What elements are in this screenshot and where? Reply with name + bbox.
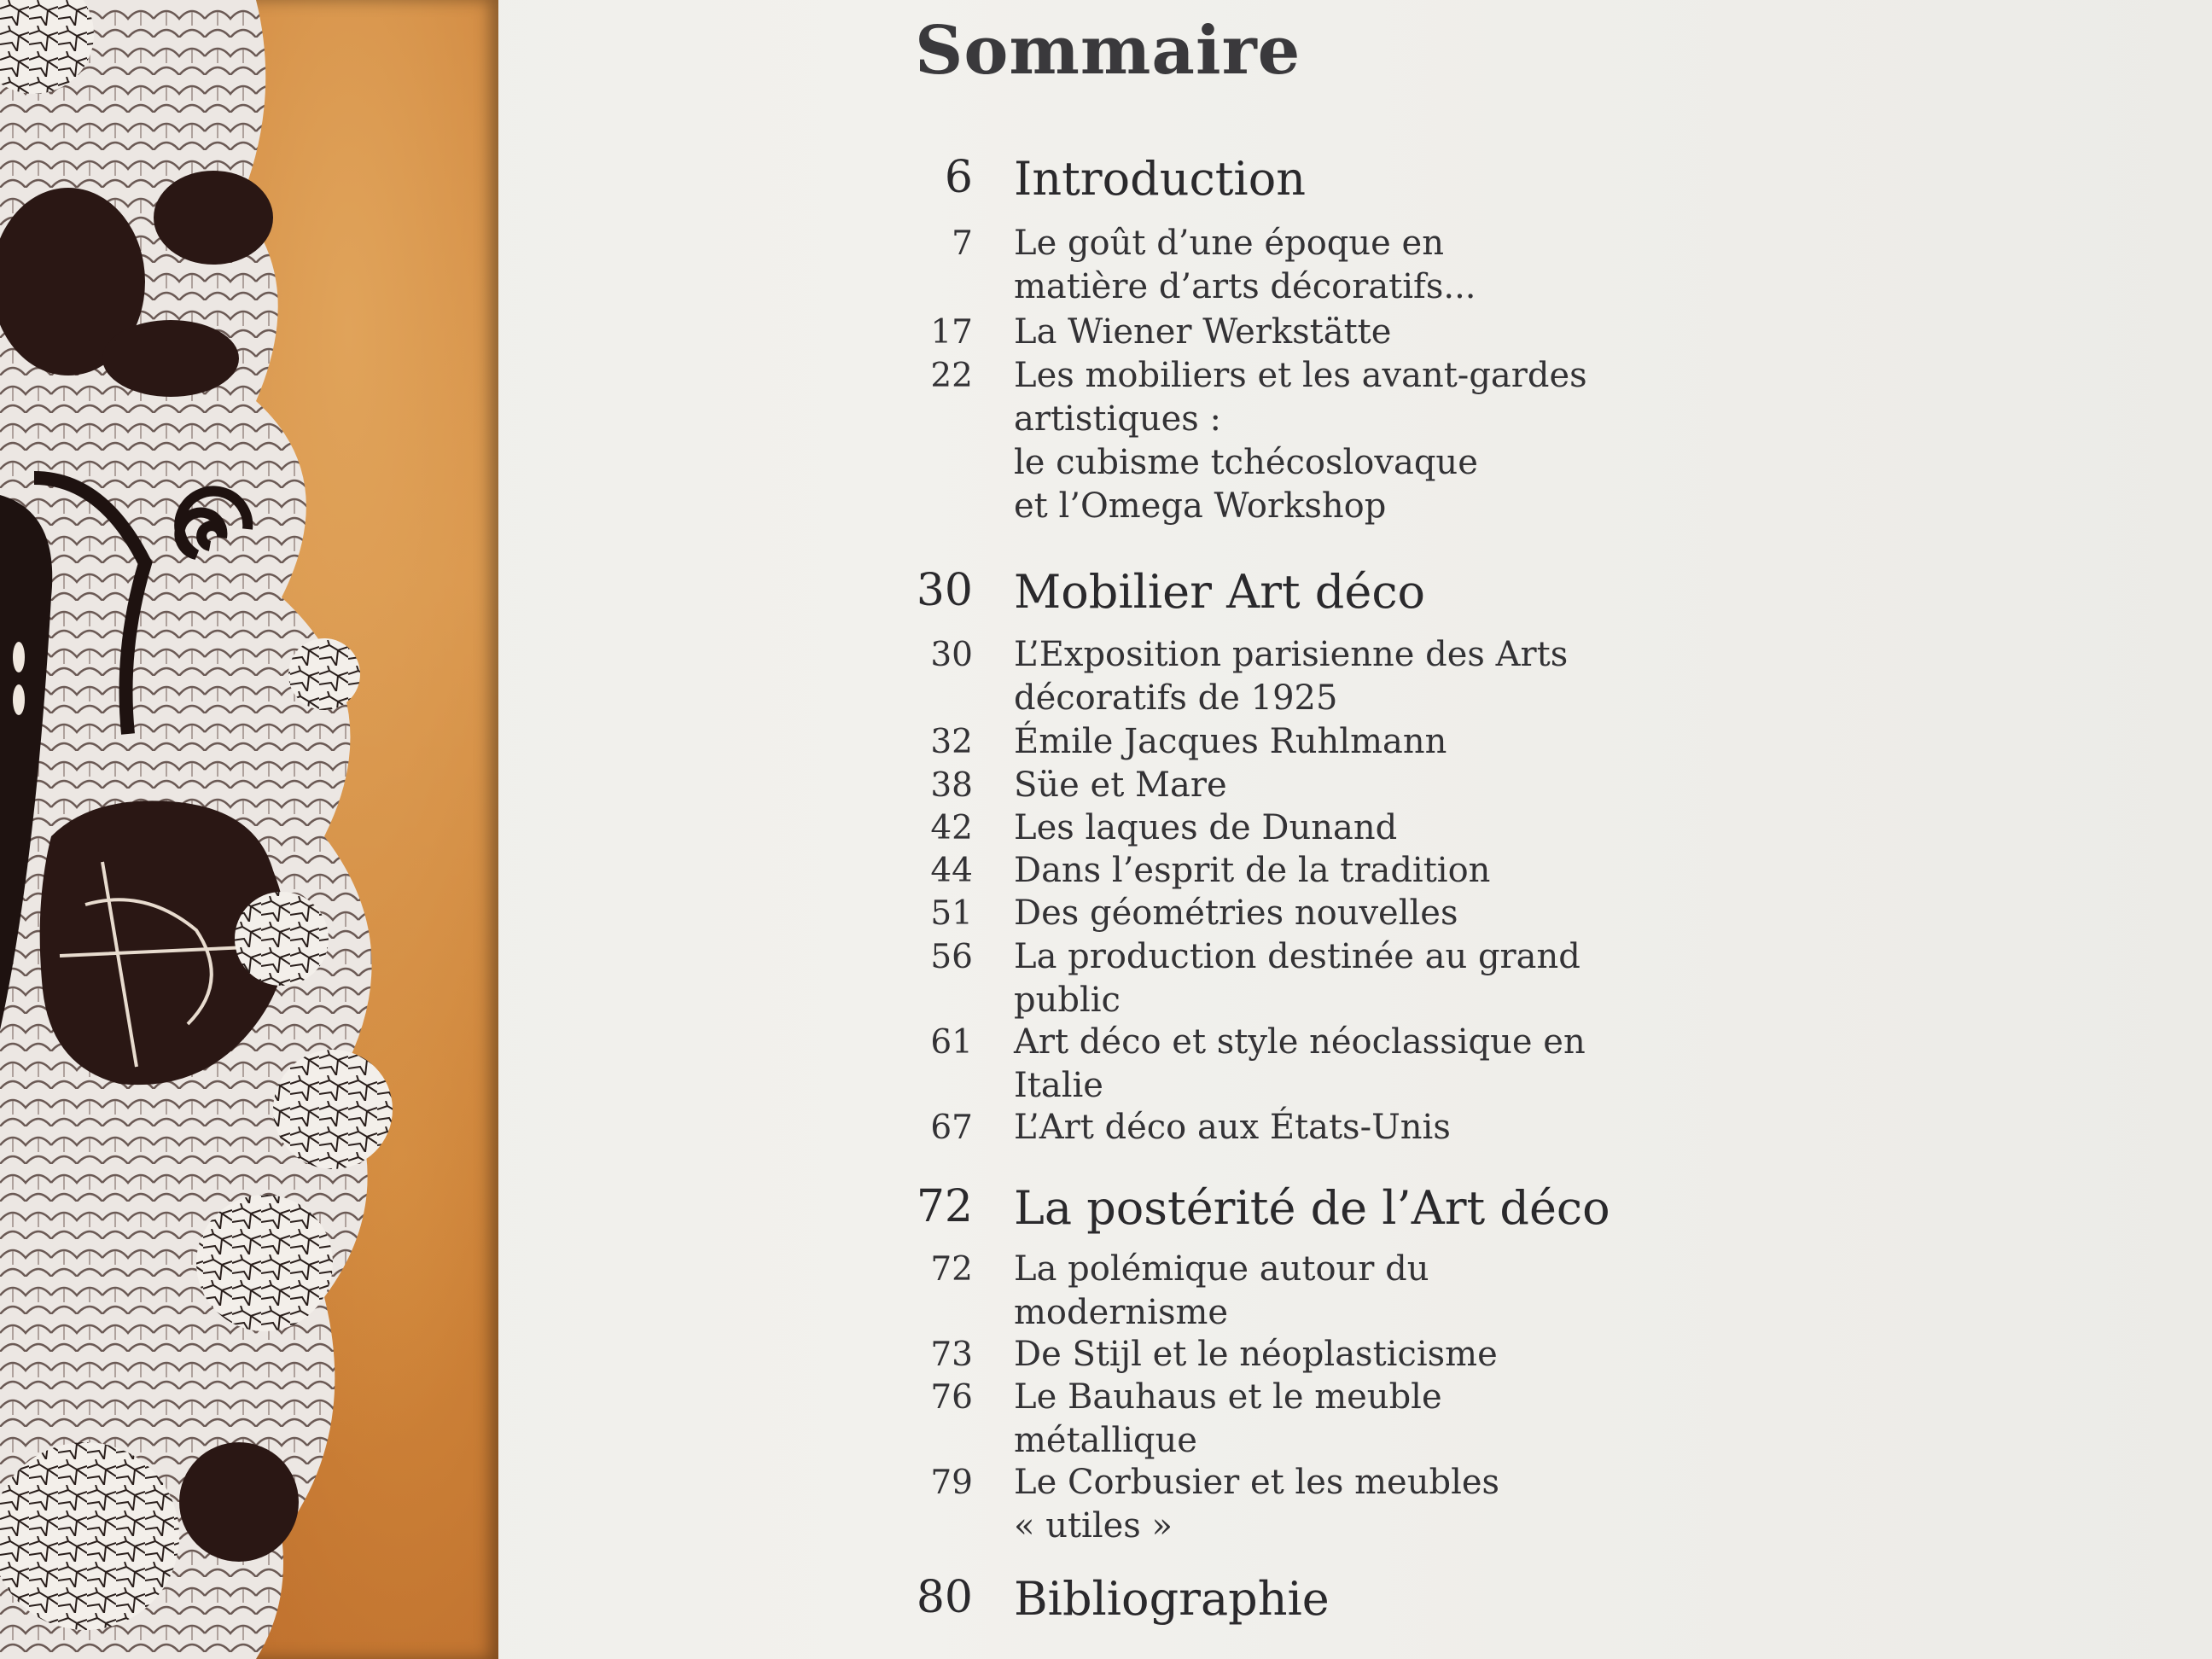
section-title: Mobilier Art déco — [1014, 565, 1426, 619]
entry-title: Des géométries nouvelles — [1014, 894, 1458, 933]
entry-title: La polémique autour du modernisme — [1014, 1249, 1429, 1332]
entry-page-number: 44 — [930, 852, 973, 890]
entry-page-number: 42 — [930, 809, 973, 847]
entry-title: Le goût d’une époque en matière d’arts décoratifs... — [1014, 224, 1476, 306]
entry-title: La Wiener Werkstätte — [1014, 312, 1392, 352]
toc-entry — [888, 1106, 1451, 1150]
entry-page-number: 67 — [930, 1109, 973, 1147]
section-title: Bibliographie — [1014, 1572, 1330, 1626]
toc-entry — [888, 720, 1447, 764]
entry-page-number: 30 — [930, 636, 973, 674]
entry-page-number: 7 — [952, 224, 973, 263]
toc-entry — [888, 1248, 1429, 1335]
toc-section-bibliographie — [888, 1572, 1330, 1626]
entry-page-number: 51 — [930, 894, 973, 933]
entry-page-number: 72 — [930, 1250, 973, 1289]
entry-page-number: 73 — [930, 1336, 973, 1374]
entry-title: La production destinée au grand public — [1014, 937, 1580, 1020]
entry-title: Émile Jacques Ruhlmann — [1014, 722, 1447, 761]
entry-page-number: 61 — [930, 1023, 973, 1062]
entry-title: L’Exposition parisienne des Arts décoratifs de 1925 — [1014, 635, 1569, 718]
toc-entry — [888, 806, 1397, 850]
entry-title: Le Corbusier et les meubles « utiles » — [1014, 1463, 1500, 1545]
entry-page-number: 76 — [930, 1378, 973, 1417]
entry-title: Art déco et style néoclassique en Italie — [1014, 1022, 1586, 1105]
entry-title: Le Bauhaus et le meuble métallique — [1014, 1377, 1442, 1460]
toc-entry — [888, 1376, 1442, 1463]
entry-page-number: 56 — [930, 938, 973, 976]
entry-page-number: 22 — [930, 357, 973, 395]
page-title: Sommaire — [915, 12, 1301, 90]
toc-entry — [888, 311, 1391, 354]
toc-entry — [888, 1021, 1586, 1108]
toc-entry — [888, 1461, 1499, 1548]
section-title: Introduction — [1014, 152, 1306, 206]
entry-page-number: 38 — [930, 766, 973, 805]
toc-entry — [888, 764, 1227, 807]
entry-title: Süe et Mare — [1014, 765, 1227, 805]
toc-entry — [888, 849, 1490, 893]
entry-page-number: 79 — [930, 1464, 973, 1502]
entry-title: De Stijl et le néoplasticisme — [1014, 1335, 1498, 1374]
toc-entry — [888, 354, 1587, 528]
toc-section-introduction — [888, 152, 1306, 206]
section-page-number: 30 — [916, 565, 973, 616]
entry-page-number: 17 — [930, 313, 973, 352]
toc-entry — [888, 1333, 1498, 1377]
toc-section-posterite — [888, 1181, 1610, 1235]
entry-title: Les laques de Dunand — [1014, 808, 1398, 847]
toc-entry — [888, 892, 1458, 935]
entry-title: Les mobiliers et les avant-gardes artistiques : le cubisme tchécoslovaque et l’Omega Workshop — [1014, 356, 1587, 526]
section-page-number: 6 — [944, 152, 973, 203]
toc-section-mobilier-art-deco — [888, 565, 1425, 619]
section-title: La postérité de l’Art déco — [1014, 1181, 1610, 1235]
entry-page-number: 32 — [930, 723, 973, 761]
entry-title: Dans l’esprit de la tradition — [1014, 851, 1491, 890]
entry-title: L’Art déco aux États-Unis — [1014, 1108, 1451, 1147]
section-page-number: 72 — [916, 1181, 973, 1232]
toc-entry — [888, 935, 1580, 1022]
toc-entry — [888, 633, 1568, 720]
toc-entry — [888, 222, 1476, 309]
section-page-number: 80 — [916, 1572, 973, 1623]
